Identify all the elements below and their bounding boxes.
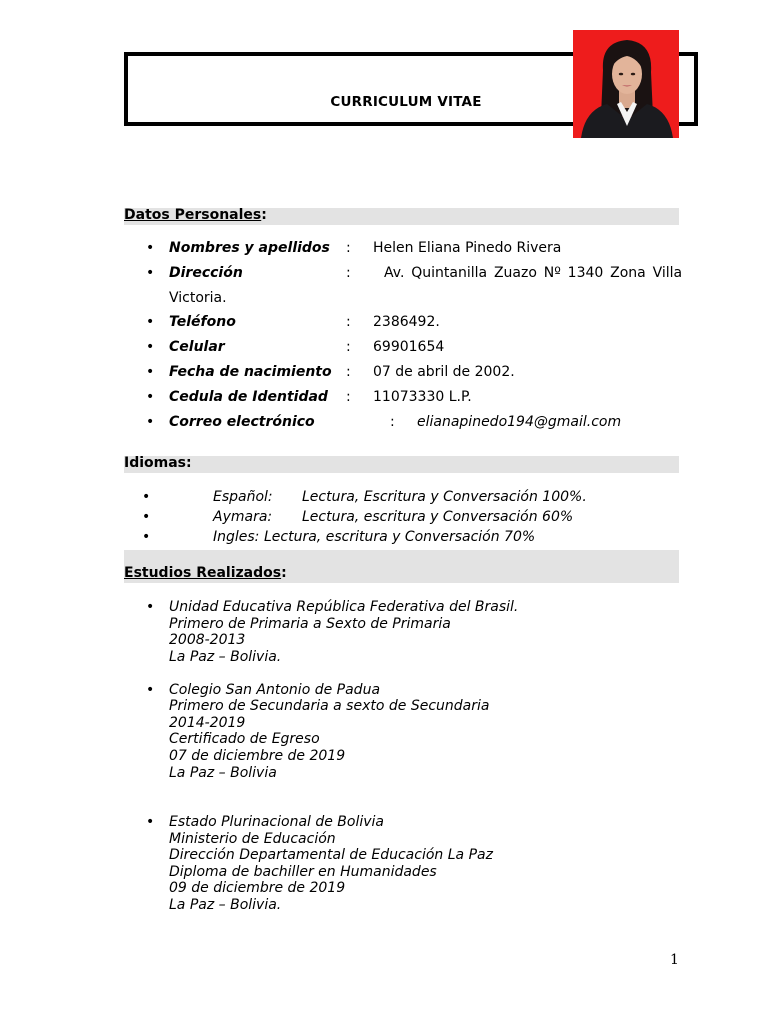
bullet-icon: • <box>142 489 151 505</box>
language-name: Español: <box>213 489 273 505</box>
bullet-icon: • <box>146 389 155 405</box>
portrait-image <box>573 30 679 138</box>
bullet-icon: • <box>146 814 155 830</box>
study-line: 07 de diciembre de 2019 <box>169 748 346 764</box>
personal-value: 69901654 <box>373 339 445 355</box>
languages-heading: Idiomas: <box>124 455 192 471</box>
study-line: Unidad Educativa República Federativa del Brasil. <box>169 599 519 615</box>
personal-label: Celular <box>169 339 225 355</box>
personal-label: Nombres y apellidos <box>169 240 330 256</box>
personal-value: Av. Quintanilla Zuazo Nº 1340 Zona Villa <box>384 265 683 281</box>
bullet-icon: • <box>142 529 151 545</box>
language-level: Lectura, Escritura y Conversación 100%. <box>302 489 587 505</box>
study-line: 2008-2013 <box>169 632 246 648</box>
bullet-icon: • <box>146 414 155 430</box>
bullet-icon: • <box>146 314 155 330</box>
language-level: Lectura, escritura y Conversación 60% <box>302 509 574 525</box>
studies-heading: Estudios Realizados <box>124 565 282 581</box>
personal-label: Teléfono <box>169 314 236 330</box>
bullet-icon: • <box>146 599 155 615</box>
personal-value: 2386492. <box>373 314 440 330</box>
study-line: Primero de Primaria a Sexto de Primaria <box>169 616 451 632</box>
study-line: Ministerio de Educación <box>169 831 336 847</box>
study-line: Estado Plurinacional de Bolivia <box>169 814 385 830</box>
study-line: Certificado de Egreso <box>169 731 320 747</box>
study-line: Diploma de bachiller en Humanidades <box>169 864 437 880</box>
page-number: 1 <box>670 952 679 968</box>
study-line: 2014-2019 <box>169 715 246 731</box>
bullet-icon: • <box>146 682 155 698</box>
study-line: Colegio San Antonio de Padua <box>169 682 381 698</box>
personal-value: Helen Eliana Pinedo Rivera <box>373 240 562 256</box>
study-line: Primero de Secundaria a sexto de Secundaria <box>169 698 490 714</box>
personal-value: 11073330 L.P. <box>373 389 472 405</box>
personal-value-continuation: Victoria. <box>169 290 227 306</box>
languages-section-header <box>124 456 679 473</box>
personal-section-header: Datos Personales: <box>124 208 679 225</box>
language-name: Aymara: <box>213 509 273 525</box>
personal-value: 07 de abril de 2002. <box>373 364 515 380</box>
bullet-icon: • <box>146 265 155 281</box>
personal-heading: Datos Personales <box>124 207 262 223</box>
study-line: La Paz – Bolivia. <box>169 897 282 913</box>
document-title: CURRICULUM VITAE <box>330 94 482 110</box>
studies-section-header: Estudios Realizados: <box>124 550 679 583</box>
study-line: 09 de diciembre de 2019 <box>169 880 346 896</box>
bullet-icon: • <box>146 339 155 355</box>
study-line: La Paz – Bolivia <box>169 765 277 781</box>
language-name: Ingles: <box>213 529 260 545</box>
bullet-icon: • <box>146 240 155 256</box>
bullet-icon: • <box>146 364 155 380</box>
personal-label: Fecha de nacimiento <box>169 364 332 380</box>
study-line: Dirección Departamental de Educación La Paz <box>169 847 493 863</box>
bullet-icon: • <box>142 509 151 525</box>
language-level: Lectura, escritura y Conversación 70% <box>264 529 536 545</box>
email-value: elianapinedo194@gmail.com <box>417 414 622 430</box>
profile-photo <box>573 30 679 138</box>
study-line: La Paz – Bolivia. <box>169 649 282 665</box>
personal-label: Dirección <box>169 265 243 281</box>
personal-label: Correo electrónico <box>169 414 315 430</box>
personal-label: Cedula de Identidad <box>169 389 328 405</box>
